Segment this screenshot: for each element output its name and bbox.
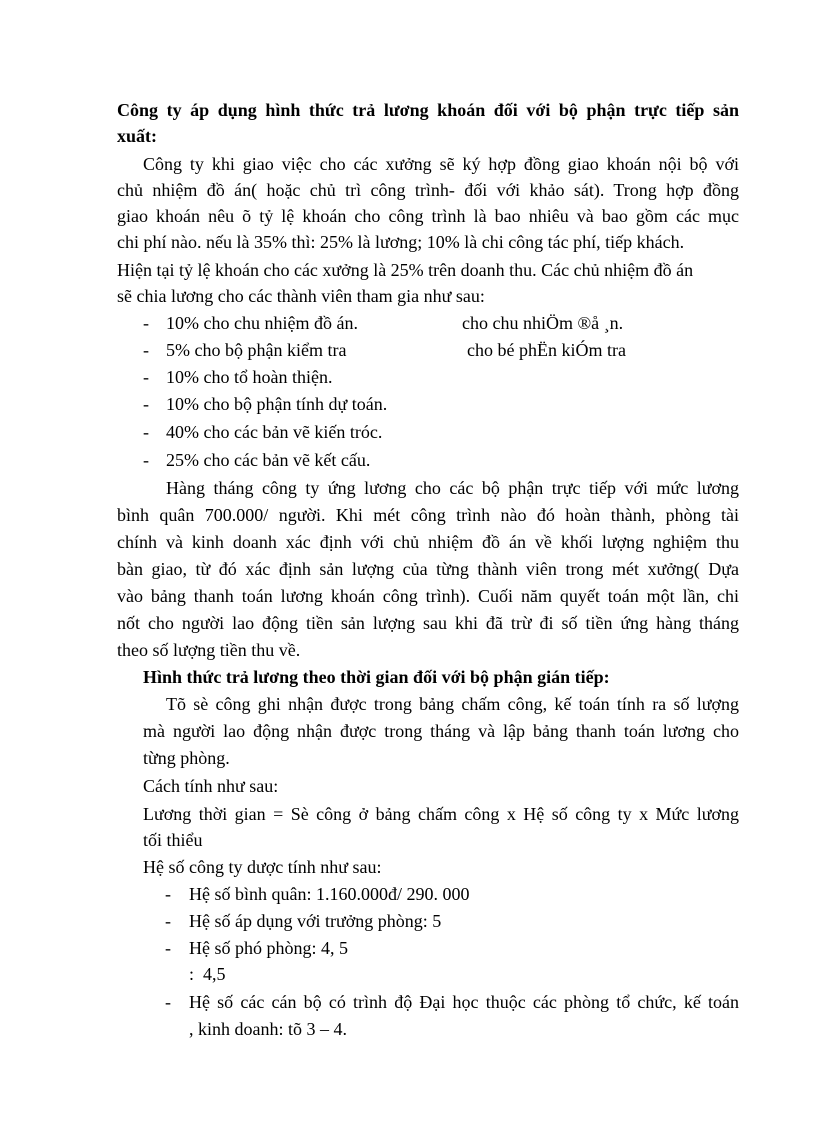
paragraph-line: mà người lao động nhận được trong tháng và lập bảng thanh toán lương cho	[143, 721, 739, 741]
list-item: 10% cho tổ hoàn thiện.	[166, 367, 333, 387]
paragraph-line: từng phòng.	[143, 748, 230, 768]
paragraph-line: giao khoán nêu õ tỷ lệ khoán cho công trình là bao nhiêu và bao gồm các mục	[117, 206, 739, 226]
list-item-extra: cho bé phËn kiÓm tra	[467, 340, 626, 360]
list-item: Hệ số áp dụng với trưởng phòng: 5	[189, 911, 442, 931]
paragraph-line: Công ty khi giao việc cho các xưởng sẽ ký hợp đồng giao khoán nội bộ với	[143, 154, 739, 174]
paragraph-line: chi phí nào. nếu là 35% thì: 25% là lương; 10% là chi công tác phí, tiếp khách.	[117, 232, 685, 252]
paragraph-line: bình quân 700.000/ người. Khi mét công trình nào đó hoàn thành, phòng tài	[117, 505, 739, 525]
list-bullet: -	[143, 422, 149, 442]
list-item-extra: cho chu nhiÖm ®å ¸n.	[462, 313, 624, 333]
paragraph-line: vào bảng thanh toán lương khoán công trình). Cuối năm quyết toán một lần, chi	[117, 586, 739, 606]
formula-line: Lương thời gian = Sè công ở bảng chấm công x Hệ số công ty x Mức lương	[143, 804, 739, 824]
list-bullet: -	[143, 394, 149, 414]
method-label: Cách tính như sau:	[143, 776, 279, 796]
list-item: Hệ số các cán bộ có trình độ Đại học thuộc các phòng tổ chức, kế toán	[189, 992, 739, 1012]
paragraph-line: chính và kinh doanh xác định với chủ nhiệm đồ án về khối lượng nghiệm thu	[117, 532, 739, 552]
list-item: 10% cho bộ phận tính dự toán.	[166, 394, 388, 414]
list-bullet: -	[165, 992, 171, 1012]
paragraph-line: theo số lượng tiền thu về.	[117, 640, 301, 660]
list-item: 25% cho các bản vẽ kết cấu.	[166, 450, 371, 470]
coefficient-label: Hệ số công ty dược tính như sau:	[143, 857, 382, 877]
paragraph-line: Hiện tại tỷ lệ khoán cho các xưởng là 25% trên doanh thu. Các chủ nhiệm đồ án	[117, 260, 694, 280]
list-bullet: -	[165, 911, 171, 931]
list-bullet: -	[143, 450, 149, 470]
coefficient-note: : 4,5	[189, 964, 226, 984]
section1-heading-line1: Công ty áp dụng hình thức trả lương khoán đối với bộ phận trực tiếp sản	[117, 100, 739, 120]
section1-heading-line2: xuất:	[117, 126, 157, 146]
list-item: 40% cho các bản vẽ kiến tróc.	[166, 422, 383, 442]
section2-heading: Hình thức trả lương theo thời gian đối với bộ phận gián tiếp:	[143, 667, 610, 687]
formula-line: tối thiểu	[143, 830, 203, 850]
list-bullet: -	[143, 367, 149, 387]
list-bullet: -	[165, 938, 171, 958]
paragraph-line: Tõ sè công ghi nhận được trong bảng chấm công, kế toán tính ra số lượng	[166, 694, 739, 714]
paragraph-line: chủ nhiệm đồ án( hoặc chủ trì công trình- đối với khảo sát). Trong hợp đồng	[117, 180, 739, 200]
paragraph-line: bàn giao, từ đó xác định sản lượng của từng thành viên trong mét xưởng( Dựa	[117, 559, 739, 579]
paragraph-line: Hàng tháng công ty ứng lương cho các bộ phận trực tiếp với mức lương	[166, 478, 739, 498]
paragraph-line: sẽ chia lương cho các thành viên tham gia như sau:	[117, 286, 485, 306]
list-item: Hệ số phó phòng: 4, 5	[189, 938, 348, 958]
paragraph-line: nốt cho người lao động tiền sản lượng sau khi đã trừ đi số tiền ứng hàng tháng	[117, 613, 739, 633]
list-bullet: -	[143, 340, 149, 360]
list-bullet: -	[143, 313, 149, 333]
list-item-continuation: , kinh doanh: tõ 3 – 4.	[189, 1019, 347, 1039]
list-bullet: -	[165, 884, 171, 904]
list-item: 5% cho bộ phận kiểm tra	[166, 340, 347, 360]
list-item: 10% cho chu nhiệm đồ án.	[166, 313, 358, 333]
list-item: Hệ số bình quân: 1.160.000đ/ 290. 000	[189, 884, 470, 904]
